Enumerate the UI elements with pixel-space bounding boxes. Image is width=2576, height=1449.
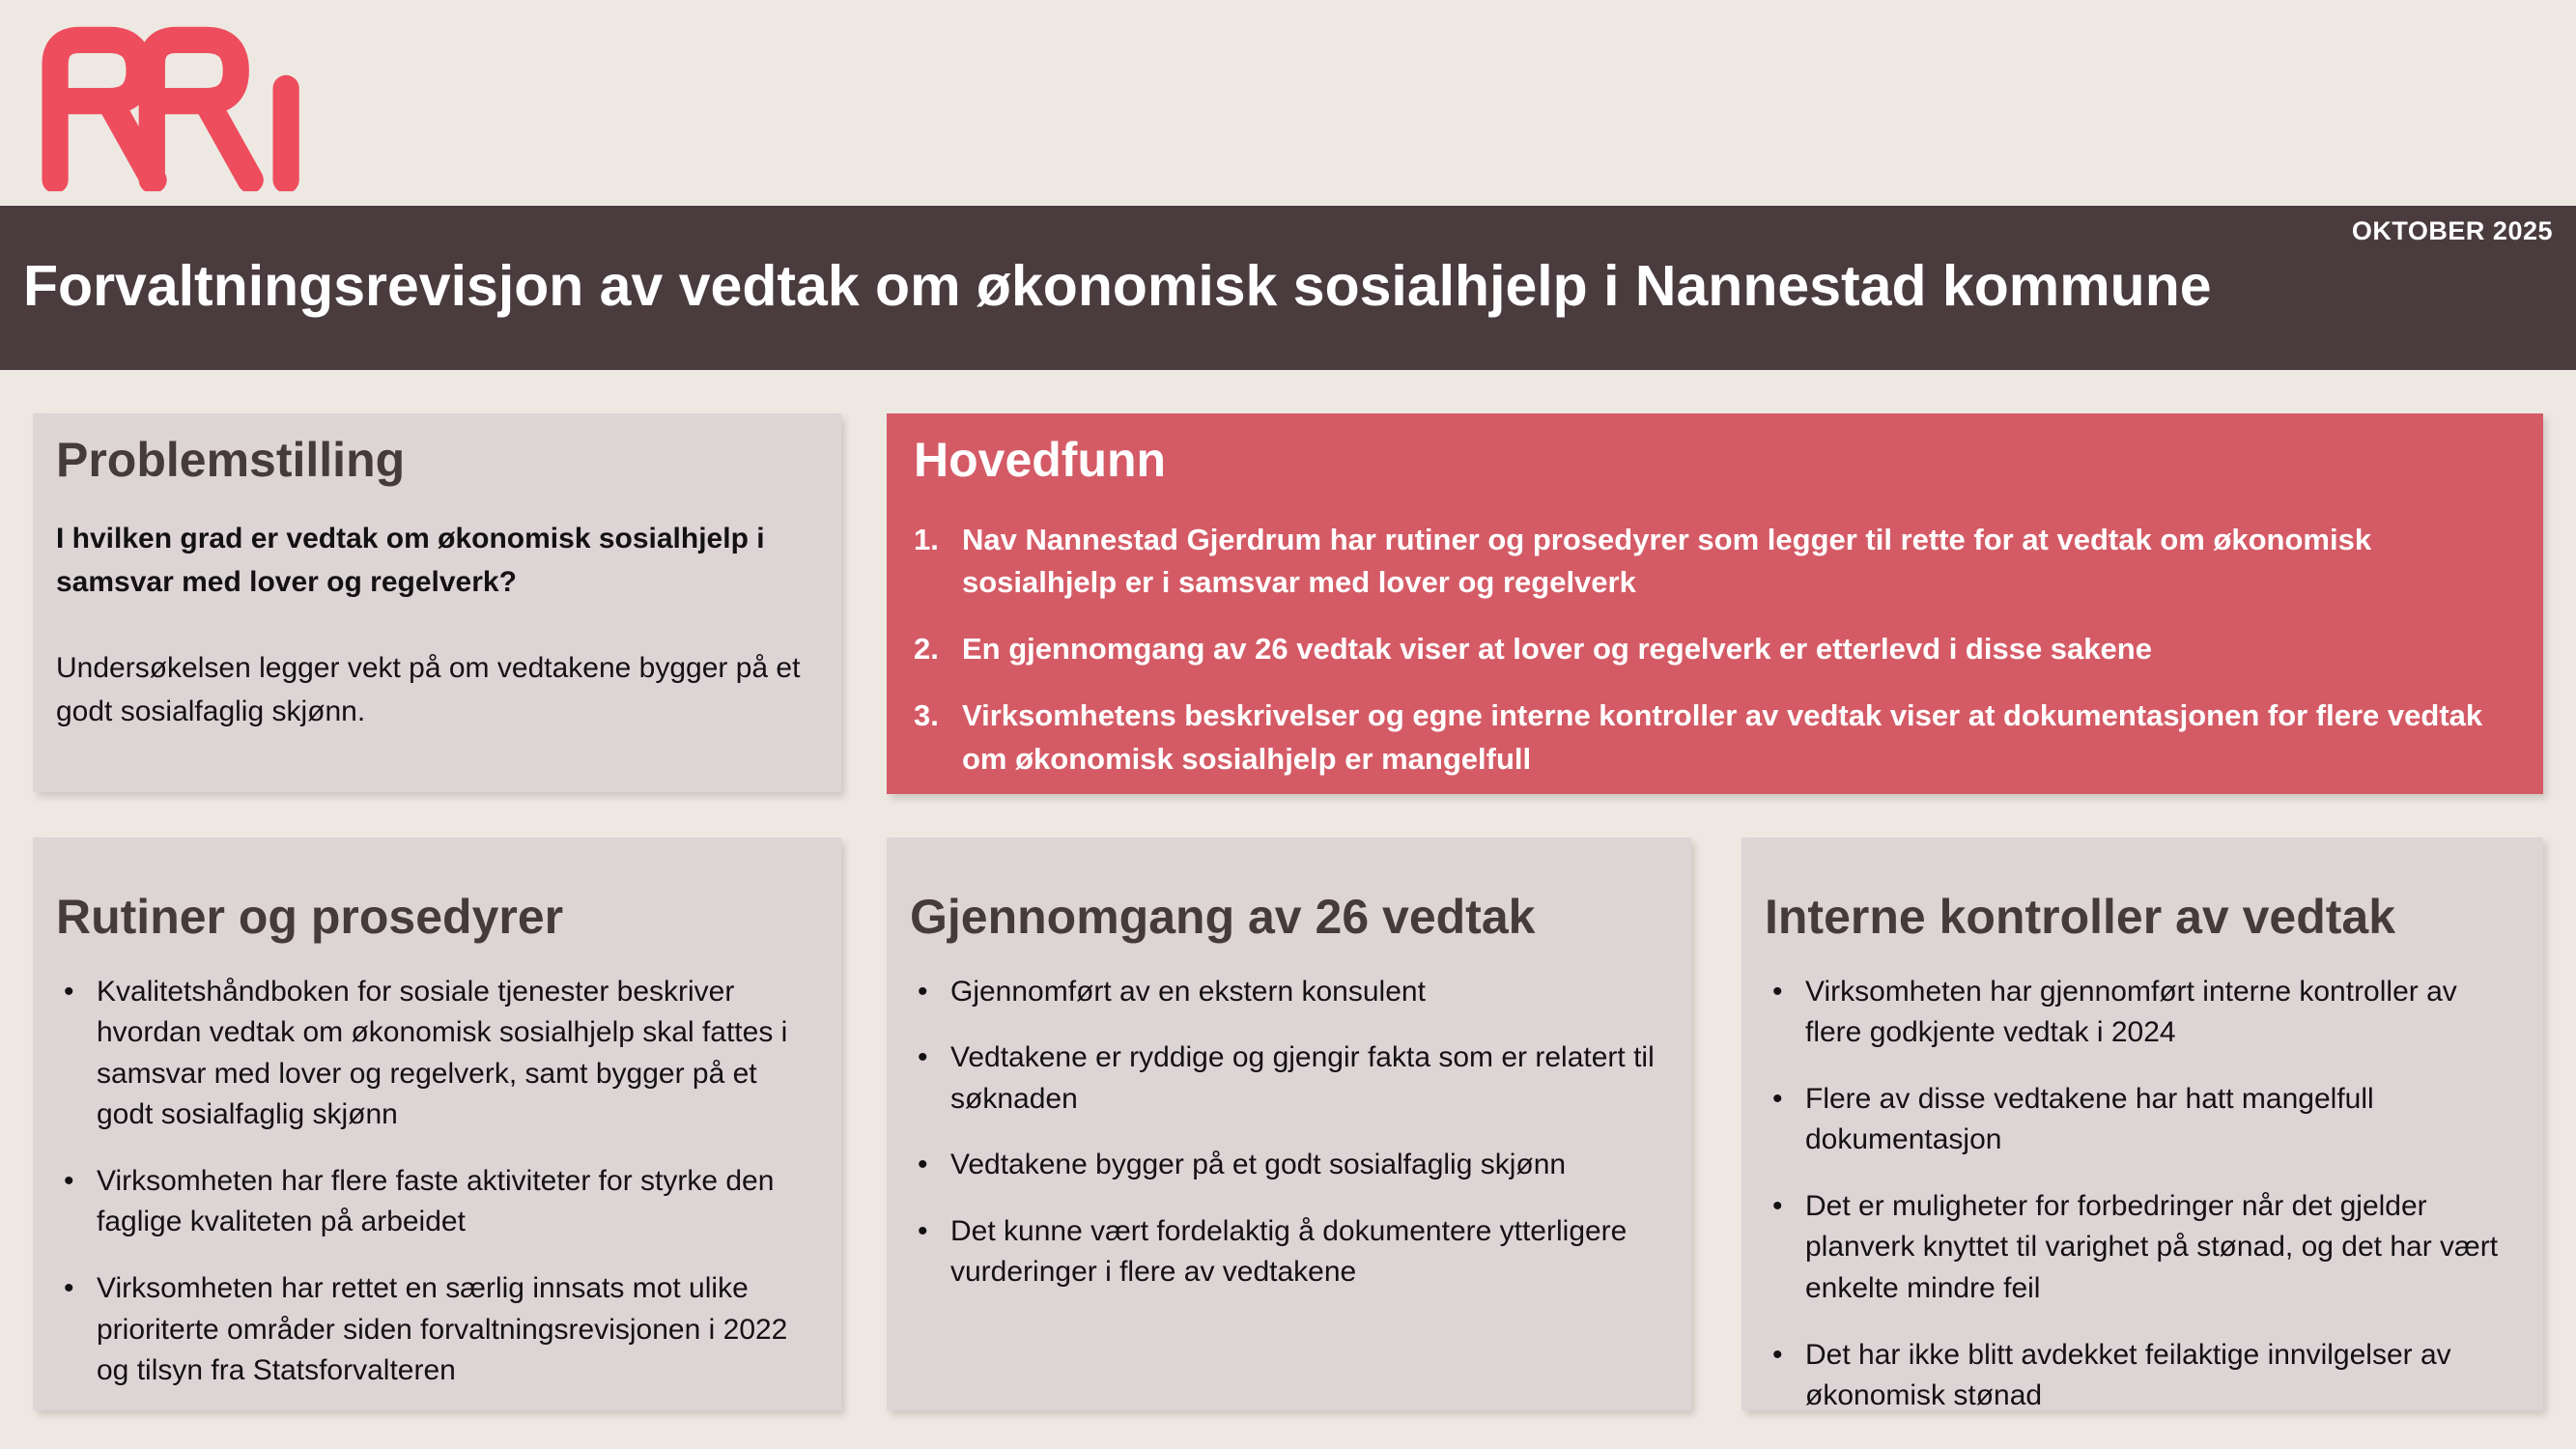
item-text: Det kunne vært fordelaktig å dokumentere ytterligere vurderinger i flere av vedtakene — [950, 1214, 1628, 1289]
list-item — [914, 628, 2516, 671]
item-text: Virksomheten har rettet en særlig innsats mot ulike prioriterte områder siden forvaltningsrevisjonen i 2022 og tilsyn fra Statsforvalteren — [97, 1272, 788, 1387]
item-number: 2. — [914, 632, 939, 667]
bullet-icon: • — [64, 975, 74, 1008]
list-item — [1765, 1335, 2520, 1417]
bullet-icon: • — [1772, 1189, 1783, 1222]
list-item — [914, 695, 2516, 781]
item-text: Det er muligheter for forbedringer når det gjelder planverk knyttet til varighet på stønad, og det har vært enkelte mindre feil — [1805, 1189, 2499, 1305]
controls-box-title: Interne kontroller av vedtak — [1765, 890, 2396, 944]
page-title: Forvaltningsrevisjon av vedtak om økonomisk sosialhjelp i Nannestad kommune — [23, 253, 2212, 318]
item-text: Virksomheten har flere faste aktiviteter for styrke den faglige kvaliteten på arbeidet — [97, 1164, 775, 1238]
problem-box — [33, 413, 841, 792]
list-item — [56, 1161, 818, 1243]
item-text: Virksomheten har gjennomført interne kontroller av flere godkjente vedtak i 2024 — [1805, 975, 2457, 1049]
item-text: Gjennomført av en ekstern konsulent — [950, 975, 1426, 1008]
bullet-icon: • — [918, 1149, 928, 1181]
item-text: Kvalitetshåndboken for sosiale tjenester beskriver hvordan vedtak om økonomisk sosialhjelp skal fattes i samsvar med lover og regelverk, samt bygger på et godt sosialfaglig skjønn — [97, 975, 788, 1131]
bullet-icon: • — [918, 975, 928, 1008]
list-item — [910, 972, 1668, 1013]
item-text: Virksomhetens beskrivelser og egne interne kontroller av vedtak viser at dokumentasjonen for flere vedtak om økonomisk sosialhjelp er mangelfull — [962, 698, 2483, 777]
list-item — [1765, 972, 2520, 1054]
bullet-icon: • — [918, 1041, 928, 1074]
bullet-icon: • — [1772, 975, 1783, 1008]
item-text: Vedtakene bygger på et godt sosialfaglig skjønn — [950, 1149, 1567, 1181]
item-text: Nav Nannestad Gjerdrum har rutiner og prosedyrer som legger til rette for at vedtak om økonomisk sosialhjelp er i samsvar med lover og regelverk — [962, 522, 2372, 600]
list-item — [910, 1211, 1668, 1293]
bullet-icon: • — [1772, 1082, 1783, 1115]
review-box — [887, 838, 1691, 1410]
routines-box-title: Rutiner og prosedyrer — [56, 890, 564, 944]
review-bullet-list — [910, 972, 1668, 1294]
routines-bullet-list — [56, 972, 818, 1392]
item-number: 1. — [914, 522, 939, 556]
review-box-title: Gjennomgang av 26 vedtak — [910, 890, 1536, 944]
problem-box-title: Problemstilling — [56, 433, 406, 487]
controls-box — [1741, 838, 2543, 1410]
item-text: Det har ikke blitt avdekket feilaktige innvilgelser av økonomisk stønad — [1805, 1338, 2451, 1412]
list-item — [56, 1268, 818, 1392]
list-item — [910, 1037, 1668, 1120]
bullet-icon: • — [918, 1214, 928, 1247]
item-text: Vedtakene er ryddige og gjengir fakta som er relatert til søknaden — [950, 1041, 1655, 1115]
findings-box-title: Hovedfunn — [914, 433, 1167, 487]
item-number: 3. — [914, 698, 939, 733]
findings-box — [887, 413, 2543, 794]
date-label: OKTOBER 2025 — [2351, 216, 2553, 245]
routines-box — [33, 838, 841, 1410]
list-item — [1765, 1186, 2520, 1310]
bullet-icon: • — [1772, 1338, 1783, 1371]
problem-note: Undersøkelsen legger vekt på om vedtakene bygger på et godt sosialfaglig skjønn. — [56, 651, 801, 727]
item-text: Flere av disse vedtakene har hatt mangelfull dokumentasjon — [1805, 1082, 2374, 1156]
item-text: En gjennomgang av 26 vedtak viser at lover og regelverk er etterlevd i disse sakene — [962, 632, 2152, 667]
findings-list — [914, 519, 2516, 782]
list-item — [56, 972, 818, 1136]
rri-logo — [35, 19, 315, 191]
problem-question: I hvilken grad er vedtak om økonomisk sosialhjelp i samsvar med lover og regelverk? — [56, 522, 765, 598]
bullet-icon: • — [64, 1164, 74, 1197]
list-item — [914, 519, 2516, 606]
bullet-icon: • — [64, 1272, 74, 1305]
list-item — [910, 1145, 1668, 1186]
header-bar — [0, 206, 2576, 370]
controls-bullet-list — [1765, 972, 2520, 1417]
list-item — [1765, 1079, 2520, 1161]
